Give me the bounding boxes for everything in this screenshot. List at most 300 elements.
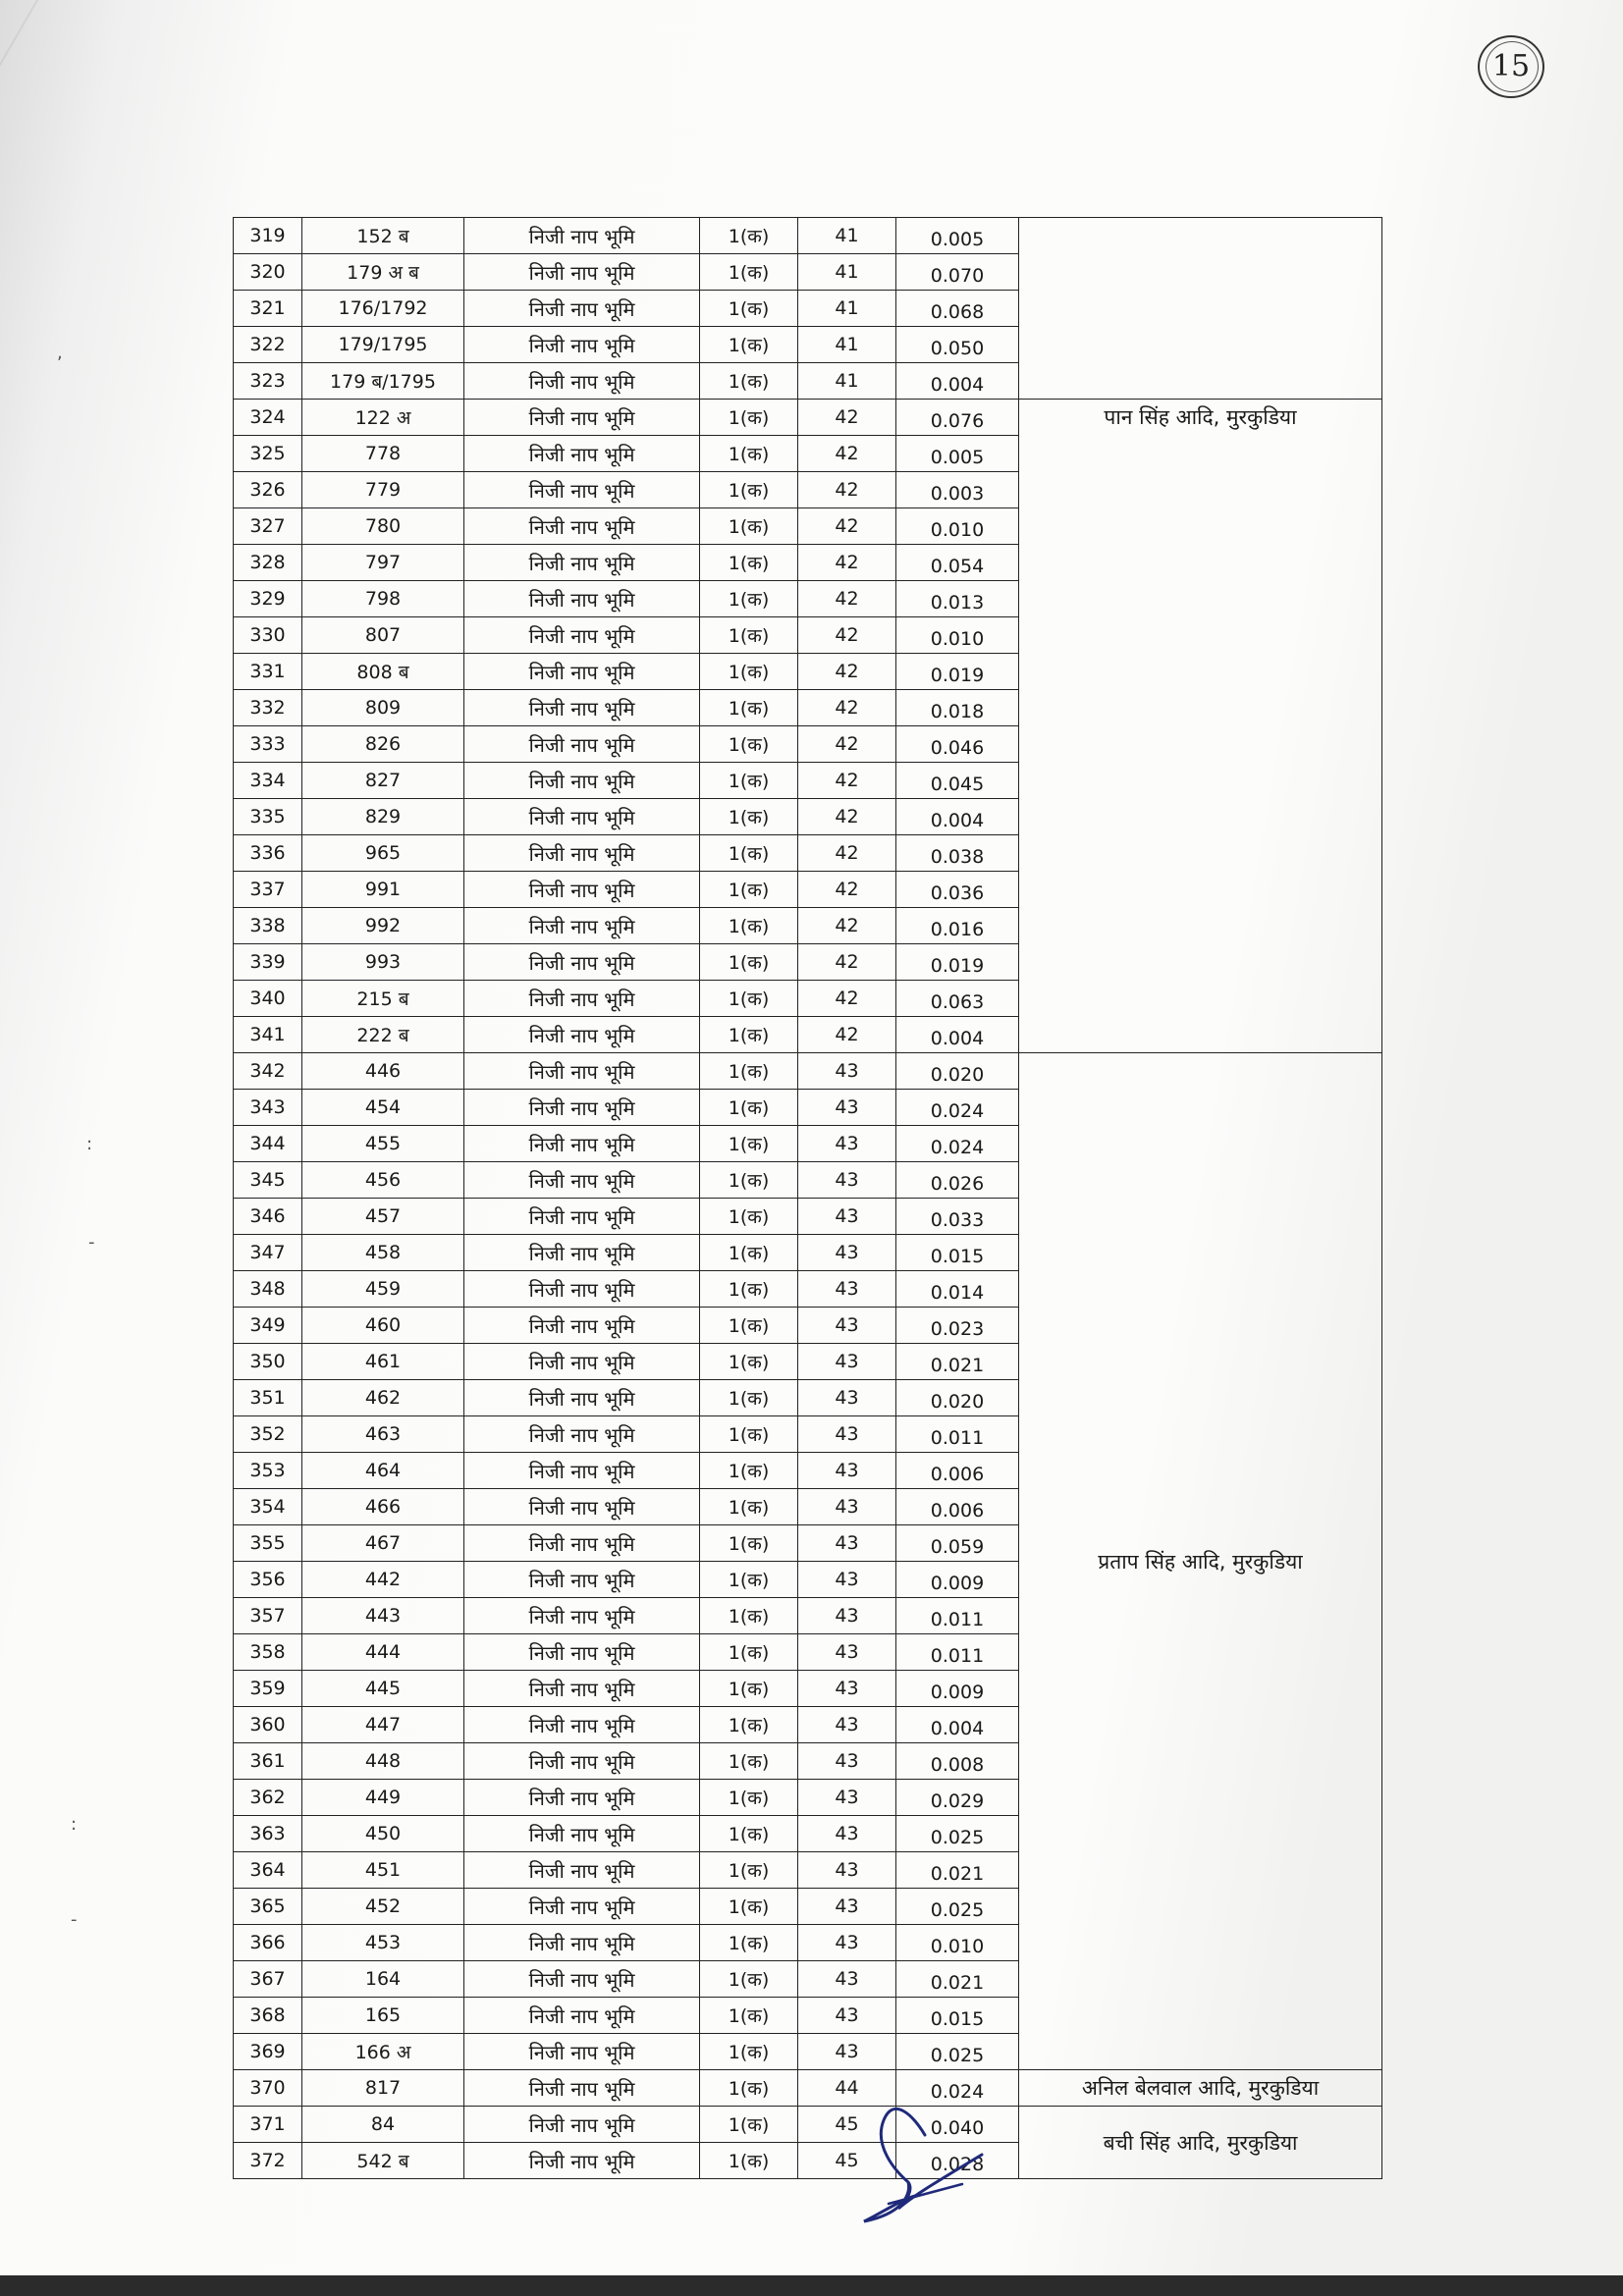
area-value: 0.010: [896, 508, 1019, 545]
khasra-number: 992: [302, 908, 464, 944]
owner-name: बची सिंह आदि, मुरकुडिया: [1019, 2107, 1382, 2179]
khata-number: 42: [798, 545, 896, 581]
land-class: 1(क): [700, 835, 798, 872]
serial-number: 355: [234, 1525, 302, 1562]
khata-number: 43: [798, 1925, 896, 1961]
area-value: 0.070: [896, 254, 1019, 291]
land-type: निजी नाप भूमि: [464, 799, 700, 835]
khata-number: 43: [798, 2034, 896, 2070]
khasra-number: 808 ब: [302, 654, 464, 690]
serial-number: 334: [234, 763, 302, 799]
land-class: 1(क): [700, 872, 798, 908]
land-type: निजी नाप भूमि: [464, 617, 700, 654]
area-value: 0.029: [896, 1780, 1019, 1816]
serial-number: 367: [234, 1961, 302, 1998]
khasra-number: 780: [302, 508, 464, 545]
land-class: 1(क): [700, 617, 798, 654]
land-class: 1(क): [700, 1271, 798, 1308]
serial-number: 338: [234, 908, 302, 944]
land-class: 1(क): [700, 472, 798, 508]
margin-mark: :: [86, 1134, 93, 1154]
khasra-number: 454: [302, 1090, 464, 1126]
serial-number: 323: [234, 363, 302, 400]
serial-number: 324: [234, 400, 302, 436]
area-value: 0.011: [896, 1416, 1019, 1453]
land-class: 1(क): [700, 690, 798, 726]
land-class: 1(क): [700, 1489, 798, 1525]
khasra-number: 122 अ: [302, 400, 464, 436]
land-type: निजी नाप भूमि: [464, 508, 700, 545]
area-value: 0.020: [896, 1380, 1019, 1416]
khasra-number: 826: [302, 726, 464, 763]
land-type: निजी नाप भूमि: [464, 1380, 700, 1416]
land-type: निजी नाप भूमि: [464, 1053, 700, 1090]
khata-number: 42: [798, 1017, 896, 1053]
khata-number: 43: [798, 1308, 896, 1344]
land-class: 1(क): [700, 1126, 798, 1162]
khasra-number: 442: [302, 1562, 464, 1598]
khasra-number: 445: [302, 1671, 464, 1707]
serial-number: 371: [234, 2107, 302, 2143]
table-row: [234, 1053, 1382, 1090]
khasra-number: 464: [302, 1453, 464, 1489]
land-class: 1(क): [700, 545, 798, 581]
land-type: निजी नाप भूमि: [464, 1889, 700, 1925]
land-class: 1(क): [700, 436, 798, 472]
land-class: 1(क): [700, 981, 798, 1017]
area-value: 0.004: [896, 799, 1019, 835]
khata-number: 43: [798, 1199, 896, 1235]
serial-number: 339: [234, 944, 302, 981]
land-type: निजी नाप भूमि: [464, 363, 700, 400]
khata-number: 42: [798, 581, 896, 617]
serial-number: 326: [234, 472, 302, 508]
area-value: 0.005: [896, 218, 1019, 254]
area-value: 0.040: [896, 2107, 1019, 2143]
khata-number: 43: [798, 1271, 896, 1308]
table-row: [234, 2070, 1382, 2107]
serial-number: 372: [234, 2143, 302, 2179]
land-type: निजी नाप भूमि: [464, 1199, 700, 1235]
land-class: 1(क): [700, 1380, 798, 1416]
land-class: 1(क): [700, 1852, 798, 1889]
khasra-number: 152 ब: [302, 218, 464, 254]
khata-number: 43: [798, 1961, 896, 1998]
land-type: निजी नाप भूमि: [464, 436, 700, 472]
khasra-number: 779: [302, 472, 464, 508]
khata-number: 42: [798, 726, 896, 763]
land-type: निजी नाप भूमि: [464, 654, 700, 690]
margin-mark: -: [71, 1909, 78, 1930]
land-type: निजी नाप भूमि: [464, 1707, 700, 1743]
land-class: 1(क): [700, 1598, 798, 1634]
khata-number: 43: [798, 1889, 896, 1925]
khata-number: 45: [798, 2143, 896, 2179]
khata-number: 42: [798, 835, 896, 872]
khata-number: 45: [798, 2107, 896, 2143]
area-value: 0.059: [896, 1525, 1019, 1562]
khasra-number: 453: [302, 1925, 464, 1961]
land-type: निजी नाप भूमि: [464, 1162, 700, 1199]
serial-number: 319: [234, 218, 302, 254]
area-value: 0.050: [896, 327, 1019, 363]
land-type: निजी नाप भूमि: [464, 1453, 700, 1489]
khata-number: 42: [798, 617, 896, 654]
land-type: निजी नाप भूमि: [464, 1780, 700, 1816]
khata-number: 43: [798, 1090, 896, 1126]
khasra-number: 829: [302, 799, 464, 835]
land-class: 1(क): [700, 1707, 798, 1743]
area-value: 0.028: [896, 2143, 1019, 2179]
khata-number: 43: [798, 1634, 896, 1671]
khata-number: 42: [798, 981, 896, 1017]
khasra-number: 179/1795: [302, 327, 464, 363]
area-value: 0.004: [896, 1017, 1019, 1053]
area-value: 0.045: [896, 763, 1019, 799]
khata-number: 43: [798, 1525, 896, 1562]
area-value: 0.024: [896, 1090, 1019, 1126]
khata-number: 43: [798, 1816, 896, 1852]
area-value: 0.025: [896, 1816, 1019, 1852]
khasra-number: 452: [302, 1889, 464, 1925]
land-class: 1(क): [700, 1998, 798, 2034]
khasra-number: 447: [302, 1707, 464, 1743]
land-class: 1(क): [700, 1199, 798, 1235]
land-type: निजी नाप भूमि: [464, 690, 700, 726]
area-value: 0.019: [896, 654, 1019, 690]
land-type: निजी नाप भूमि: [464, 1344, 700, 1380]
serial-number: 365: [234, 1889, 302, 1925]
khasra-number: 455: [302, 1126, 464, 1162]
land-records-table: [233, 217, 1382, 2179]
serial-number: 360: [234, 1707, 302, 1743]
land-class: 1(क): [700, 2107, 798, 2143]
area-value: 0.011: [896, 1598, 1019, 1634]
land-type: निजी नाप भूमि: [464, 254, 700, 291]
land-class: 1(क): [700, 1889, 798, 1925]
khata-number: 42: [798, 690, 896, 726]
serial-number: 350: [234, 1344, 302, 1380]
land-type: निजी नाप भूमि: [464, 981, 700, 1017]
serial-number: 332: [234, 690, 302, 726]
land-class: 1(क): [700, 1562, 798, 1598]
land-type: निजी नाप भूमि: [464, 872, 700, 908]
serial-number: 353: [234, 1453, 302, 1489]
land-class: 1(क): [700, 1671, 798, 1707]
land-class: 1(क): [700, 1925, 798, 1961]
khasra-number: 457: [302, 1199, 464, 1235]
khasra-number: 165: [302, 1998, 464, 2034]
khasra-number: 176/1792: [302, 291, 464, 327]
land-type: निजी नाप भूमि: [464, 908, 700, 944]
serial-number: 327: [234, 508, 302, 545]
land-class: 1(क): [700, 218, 798, 254]
khata-number: 43: [798, 1235, 896, 1271]
serial-number: 337: [234, 872, 302, 908]
area-value: 0.004: [896, 1707, 1019, 1743]
serial-number: 343: [234, 1090, 302, 1126]
land-type: निजी नाप भूमि: [464, 1416, 700, 1453]
khata-number: 43: [798, 1344, 896, 1380]
serial-number: 329: [234, 581, 302, 617]
khasra-number: 462: [302, 1380, 464, 1416]
khasra-number: 993: [302, 944, 464, 981]
land-type: निजी नाप भूमि: [464, 1598, 700, 1634]
khasra-number: 797: [302, 545, 464, 581]
owner-name: प्रताप सिंह आदि, मुरकुडिया: [1019, 1053, 1382, 2070]
area-value: 0.021: [896, 1961, 1019, 1998]
land-type: निजी नाप भूमि: [464, 472, 700, 508]
margin-mark: -: [88, 1232, 95, 1253]
area-value: 0.020: [896, 1053, 1019, 1090]
land-type: निजी नाप भूमि: [464, 1998, 700, 2034]
land-class: 1(क): [700, 1453, 798, 1489]
serial-number: 354: [234, 1489, 302, 1525]
khasra-number: 459: [302, 1271, 464, 1308]
area-value: 0.015: [896, 1998, 1019, 2034]
khasra-number: 215 ब: [302, 981, 464, 1017]
serial-number: 366: [234, 1925, 302, 1961]
land-type: निजी नाप भूमि: [464, 2143, 700, 2179]
area-value: 0.009: [896, 1562, 1019, 1598]
land-class: 1(क): [700, 1344, 798, 1380]
khasra-number: 456: [302, 1162, 464, 1199]
land-type: निजी नाप भूमि: [464, 1090, 700, 1126]
serial-number: 325: [234, 436, 302, 472]
land-class: 1(क): [700, 254, 798, 291]
land-class: 1(क): [700, 908, 798, 944]
land-class: 1(क): [700, 944, 798, 981]
khata-number: 43: [798, 1743, 896, 1780]
table-row: [234, 400, 1382, 436]
area-value: 0.025: [896, 2034, 1019, 2070]
land-type: निजी नाप भूमि: [464, 327, 700, 363]
khasra-number: 222 ब: [302, 1017, 464, 1053]
khasra-number: 817: [302, 2070, 464, 2107]
signature: [854, 2086, 1001, 2233]
land-type: निजी नाप भूमि: [464, 1961, 700, 1998]
khasra-number: 84: [302, 2107, 464, 2143]
khata-number: 43: [798, 1707, 896, 1743]
land-type: निजी नाप भूमि: [464, 1925, 700, 1961]
khata-number: 41: [798, 327, 896, 363]
serial-number: 349: [234, 1308, 302, 1344]
area-value: 0.021: [896, 1344, 1019, 1380]
serial-number: 333: [234, 726, 302, 763]
area-value: 0.025: [896, 1889, 1019, 1925]
land-type: निजी नाप भूमि: [464, 1562, 700, 1598]
serial-number: 348: [234, 1271, 302, 1308]
area-value: 0.063: [896, 981, 1019, 1017]
khata-number: 43: [798, 1671, 896, 1707]
khasra-number: 166 अ: [302, 2034, 464, 2070]
land-class: 1(क): [700, 2034, 798, 2070]
area-value: 0.036: [896, 872, 1019, 908]
khata-number: 43: [798, 1453, 896, 1489]
khasra-number: 179 अ ब: [302, 254, 464, 291]
khasra-number: 443: [302, 1598, 464, 1634]
khata-number: 43: [798, 1380, 896, 1416]
serial-number: 341: [234, 1017, 302, 1053]
land-type: निजी नाप भूमि: [464, 2107, 700, 2143]
land-class: 1(क): [700, 1090, 798, 1126]
land-type: निजी नाप भूमि: [464, 1308, 700, 1344]
serial-number: 359: [234, 1671, 302, 1707]
area-value: 0.014: [896, 1271, 1019, 1308]
land-type: निजी नाप भूमि: [464, 726, 700, 763]
owner-name: अनिल बेलवाल आदि, मुरकुडिया: [1019, 2070, 1382, 2107]
khata-number: 42: [798, 472, 896, 508]
land-type: निजी नाप भूमि: [464, 835, 700, 872]
area-value: 0.005: [896, 436, 1019, 472]
khasra-number: 164: [302, 1961, 464, 1998]
serial-number: 363: [234, 1816, 302, 1852]
khata-number: 43: [798, 1489, 896, 1525]
khata-number: 41: [798, 291, 896, 327]
khasra-number: 179 ब/1795: [302, 363, 464, 400]
land-type: निजी नाप भूमि: [464, 2034, 700, 2070]
land-type: निजी नाप भूमि: [464, 1634, 700, 1671]
khasra-number: 444: [302, 1634, 464, 1671]
area-value: 0.033: [896, 1199, 1019, 1235]
area-value: 0.011: [896, 1634, 1019, 1671]
page-number-stamp: 15: [1478, 35, 1544, 98]
khata-number: 41: [798, 218, 896, 254]
serial-number: 330: [234, 617, 302, 654]
area-value: 0.016: [896, 908, 1019, 944]
khasra-number: 542 ब: [302, 2143, 464, 2179]
khata-number: 43: [798, 1053, 896, 1090]
land-type: निजी नाप भूमि: [464, 545, 700, 581]
khata-number: 43: [798, 1780, 896, 1816]
serial-number: 352: [234, 1416, 302, 1453]
serial-number: 358: [234, 1634, 302, 1671]
serial-number: 370: [234, 2070, 302, 2107]
khasra-number: 809: [302, 690, 464, 726]
land-type: निजी नाप भूमि: [464, 400, 700, 436]
land-class: 1(क): [700, 1816, 798, 1852]
land-class: 1(क): [700, 1235, 798, 1271]
khata-number: 43: [798, 1162, 896, 1199]
serial-number: 368: [234, 1998, 302, 2034]
land-type: निजी नाप भूमि: [464, 1235, 700, 1271]
area-value: 0.054: [896, 545, 1019, 581]
area-value: 0.021: [896, 1852, 1019, 1889]
land-type: निजी नाप भूमि: [464, 291, 700, 327]
serial-number: 361: [234, 1743, 302, 1780]
land-class: 1(क): [700, 1961, 798, 1998]
khasra-number: 460: [302, 1308, 464, 1344]
serial-number: 336: [234, 835, 302, 872]
khasra-number: 451: [302, 1852, 464, 1889]
land-type: निजी नाप भूमि: [464, 581, 700, 617]
land-type: निजी नाप भूमि: [464, 1525, 700, 1562]
khata-number: 42: [798, 654, 896, 690]
page-bottom-edge: [0, 2275, 1623, 2296]
land-class: 1(क): [700, 363, 798, 400]
table-row: [234, 2107, 1382, 2143]
land-class: 1(क): [700, 1416, 798, 1453]
serial-number: 340: [234, 981, 302, 1017]
land-type: निजी नाप भूमि: [464, 1852, 700, 1889]
land-class: 1(क): [700, 581, 798, 617]
land-class: 1(क): [700, 1780, 798, 1816]
area-value: 0.009: [896, 1671, 1019, 1707]
area-value: 0.024: [896, 1126, 1019, 1162]
serial-number: 322: [234, 327, 302, 363]
area-value: 0.006: [896, 1453, 1019, 1489]
land-class: 1(क): [700, 1053, 798, 1090]
area-value: 0.010: [896, 1925, 1019, 1961]
khasra-number: 827: [302, 763, 464, 799]
khata-number: 42: [798, 508, 896, 545]
area-value: 0.003: [896, 472, 1019, 508]
land-class: 1(क): [700, 2143, 798, 2179]
land-class: 1(क): [700, 1743, 798, 1780]
serial-number: 345: [234, 1162, 302, 1199]
land-class: 1(क): [700, 508, 798, 545]
land-type: निजी नाप भूमि: [464, 1017, 700, 1053]
serial-number: 320: [234, 254, 302, 291]
serial-number: 344: [234, 1126, 302, 1162]
khata-number: 44: [798, 2070, 896, 2107]
khasra-number: 467: [302, 1525, 464, 1562]
khata-number: 43: [798, 1598, 896, 1634]
owner-name: पान सिंह आदि, मुरकुडिया: [1019, 400, 1382, 1053]
area-value: 0.008: [896, 1743, 1019, 1780]
area-value: 0.038: [896, 835, 1019, 872]
area-value: 0.046: [896, 726, 1019, 763]
khasra-number: 965: [302, 835, 464, 872]
land-class: 1(क): [700, 726, 798, 763]
khasra-number: 807: [302, 617, 464, 654]
margin-mark: ,: [57, 343, 63, 363]
land-type: निजी नाप भूमि: [464, 1271, 700, 1308]
khata-number: 42: [798, 436, 896, 472]
khasra-number: 449: [302, 1780, 464, 1816]
land-type: निजी नाप भूमि: [464, 2070, 700, 2107]
area-value: 0.019: [896, 944, 1019, 981]
serial-number: 346: [234, 1199, 302, 1235]
land-class: 1(क): [700, 1634, 798, 1671]
serial-number: 369: [234, 2034, 302, 2070]
area-value: 0.013: [896, 581, 1019, 617]
land-class: 1(क): [700, 2070, 798, 2107]
land-class: 1(क): [700, 654, 798, 690]
area-value: 0.006: [896, 1489, 1019, 1525]
area-value: 0.026: [896, 1162, 1019, 1199]
serial-number: 321: [234, 291, 302, 327]
khata-number: 43: [798, 1126, 896, 1162]
serial-number: 335: [234, 799, 302, 835]
serial-number: 357: [234, 1598, 302, 1634]
land-type: निजी नाप भूमि: [464, 218, 700, 254]
land-class: 1(क): [700, 1525, 798, 1562]
khasra-number: 463: [302, 1416, 464, 1453]
khata-number: 43: [798, 1852, 896, 1889]
khata-number: 41: [798, 254, 896, 291]
khata-number: 42: [798, 763, 896, 799]
khata-number: 41: [798, 363, 896, 400]
land-class: 1(क): [700, 799, 798, 835]
serial-number: 342: [234, 1053, 302, 1090]
khasra-number: 778: [302, 436, 464, 472]
serial-number: 347: [234, 1235, 302, 1271]
khata-number: 42: [798, 908, 896, 944]
area-value: 0.076: [896, 400, 1019, 436]
khasra-number: 448: [302, 1743, 464, 1780]
khasra-number: 991: [302, 872, 464, 908]
